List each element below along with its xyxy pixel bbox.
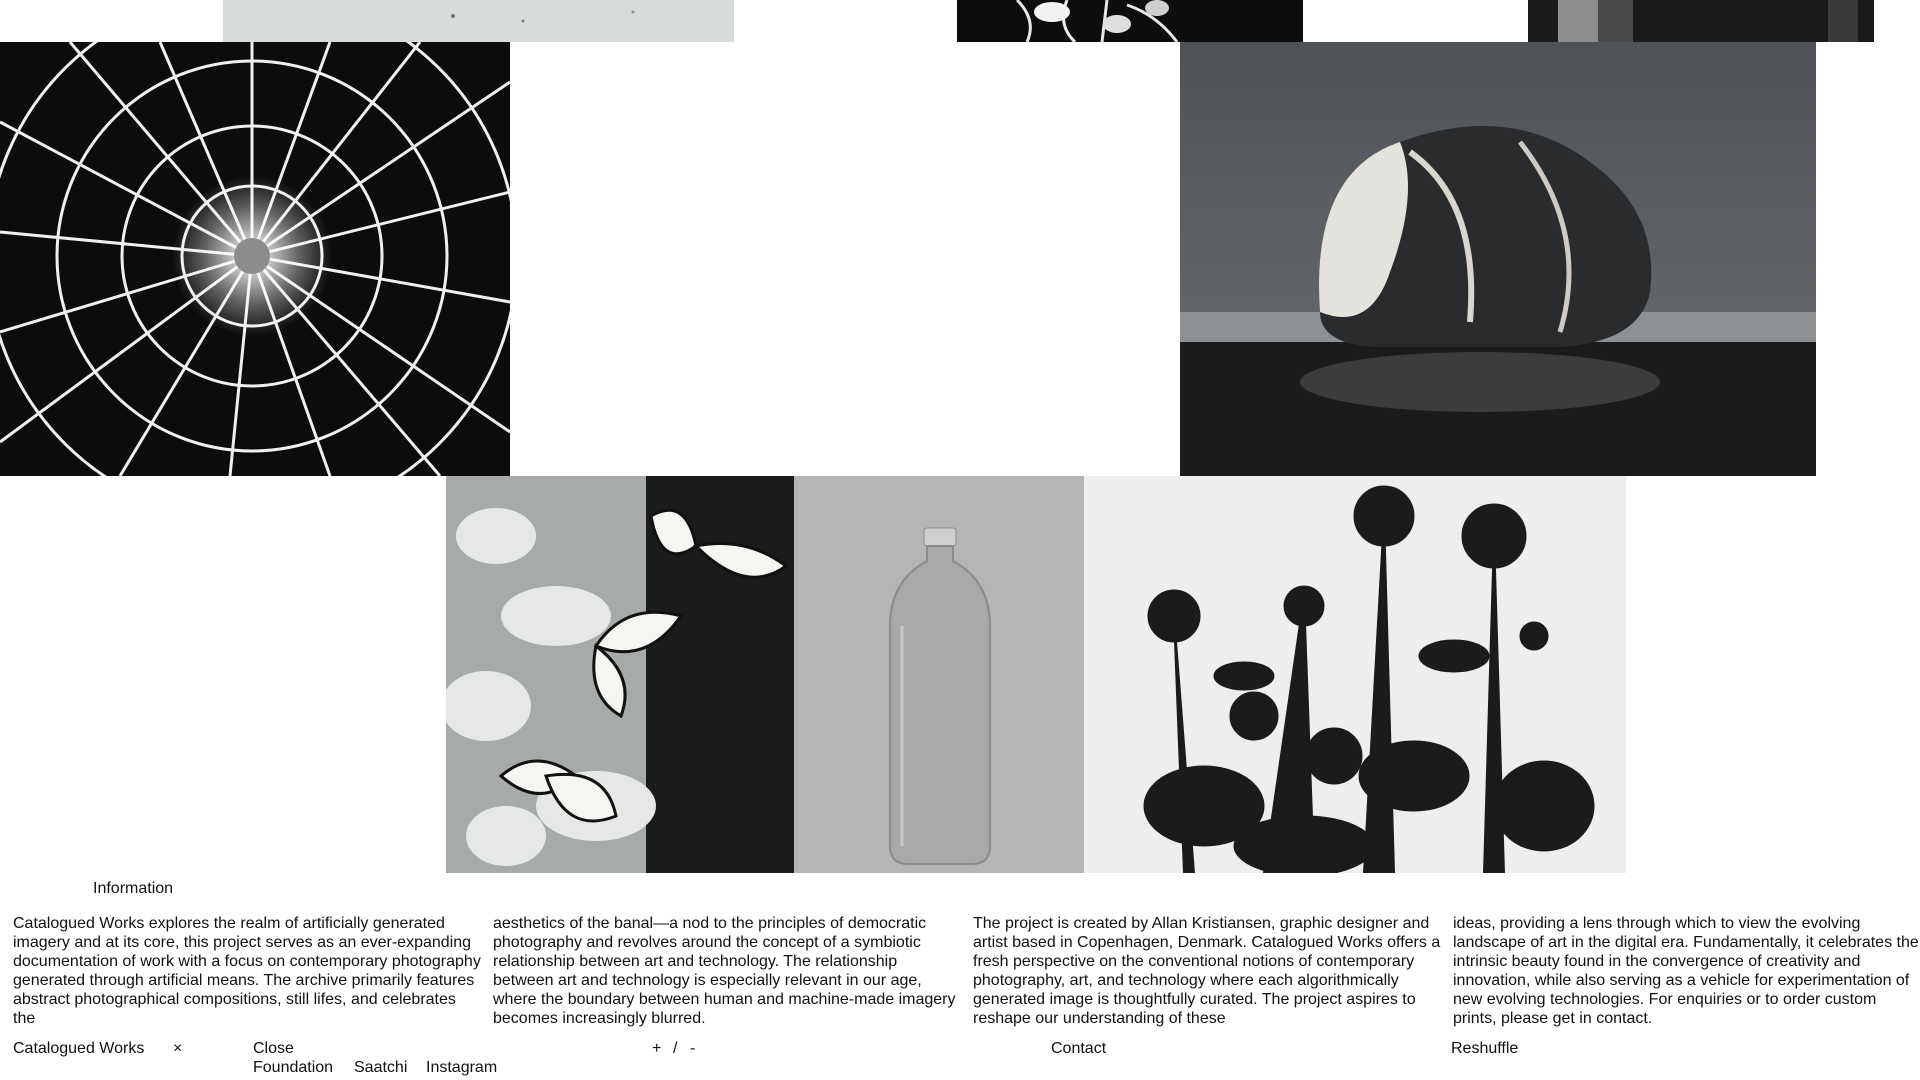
photo-dark-doorway[interactable] [1528, 0, 1874, 42]
information-text-column-2: aesthetics of the banal—a nod to the principles of democratic photography and revolves around the concept of a symbiotic relationship between art and technology. The relationship between art and technology is especially relevant in our age, where the boundary between human and machine-made imagery becomes increasingly blurred. [493, 915, 956, 1027]
photo-white-flowers[interactable] [957, 0, 1303, 42]
close-icon[interactable]: × [173, 1040, 183, 1057]
instagram-link[interactable]: Instagram [426, 1059, 498, 1076]
close-button[interactable]: Close [253, 1040, 294, 1057]
contact-link[interactable]: Contact [1051, 1040, 1107, 1057]
information-text-column-1: Catalogued Works explores the realm of artificially generated imagery and at its core, this project serves as an ever-expanding documentation of work with a focus on contemporary photography generated through artificial means. The archive primarily features abstract photographical compositions, still lifes, and celebrates the [13, 915, 481, 1027]
brand-title: Catalogued Works [13, 1040, 145, 1057]
zoom-separator: / [673, 1040, 678, 1057]
photo-bread-loaf[interactable] [1180, 42, 1816, 476]
foundation-link[interactable]: Foundation [253, 1059, 334, 1076]
information-text-column-4: ideas, providing a lens through which to view the evolving landscape of art in the digital era. Fundamentally, it celebrates the intrinsic beauty found in the convergence of creativity and innovation, while also serving as a vehicle for experimentation of new evolving technologies. For enquiries or to order custom prints, please get in contact. [1453, 915, 1919, 1027]
zoom-in-button[interactable]: + [652, 1040, 662, 1057]
zoom-out-button[interactable]: - [690, 1040, 696, 1057]
photo-butterflies[interactable] [446, 476, 794, 873]
photo-shattered-glass[interactable] [0, 42, 510, 476]
information-text-column-3: The project is created by Allan Kristiansen, graphic designer and artist based in Copenhagen, Denmark. Catalogued Works offers a fresh perspective on the conventional notions of contemporary photography, art, and technology where each algorithmically generated image is thoughtfully curated. The project aspires to reshape our understanding of these [973, 915, 1441, 1027]
photo-pale-surface[interactable] [223, 0, 734, 42]
reshuffle-button[interactable]: Reshuffle [1451, 1040, 1519, 1057]
information-heading: Information [93, 880, 174, 897]
photo-glass-bottle[interactable] [794, 476, 1084, 873]
photo-sunflower-silhouettes[interactable] [1084, 476, 1626, 873]
saatchi-link[interactable]: Saatchi [354, 1059, 408, 1076]
